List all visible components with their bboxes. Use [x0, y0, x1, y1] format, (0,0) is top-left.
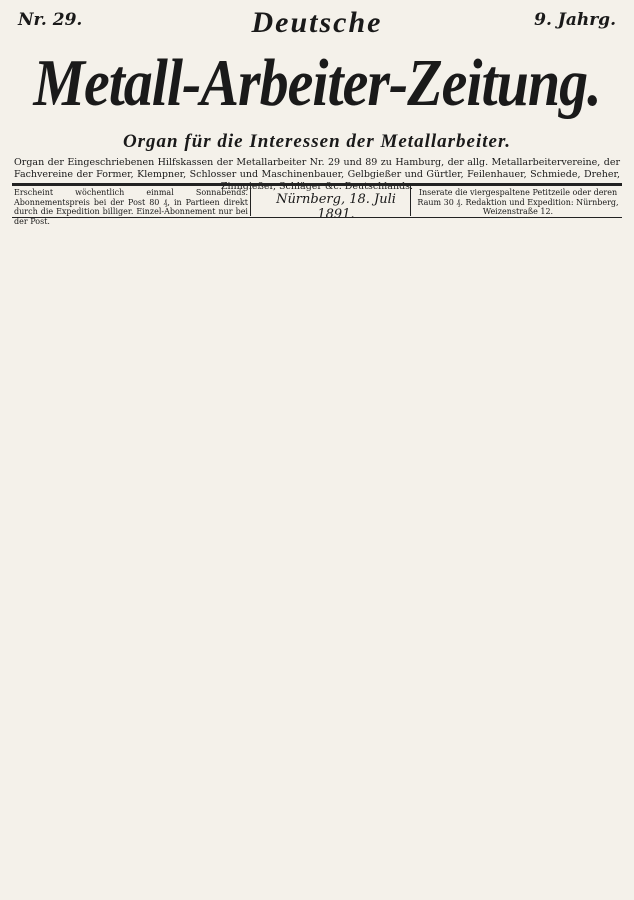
info-divider-2: [410, 186, 411, 216]
info-date: Nürnberg, 18. Juli 1891.: [276, 192, 396, 222]
rule-bottom: [12, 217, 622, 218]
issue-number: Nr. 29.: [18, 10, 83, 30]
masthead-kicker: Deutsche: [251, 6, 383, 39]
info-bar: [12, 186, 622, 226]
info-advertising: Inserate die viergespaltene Petitzeile oder deren Raum 30 ₰. Redaktion und Expedition: Nürnberg, Weizenstraße 12.: [417, 188, 619, 216]
info-divider-1: [250, 186, 251, 216]
info-subscription: Erscheint wöchentlich einmal Sonnabends. Abonnementspreis bei der Post 80 ₰, in Partieen direkt durch die Expedition billiger. Einzel-Abonnement nur bei der Post.: [14, 188, 248, 226]
organ-subtitle: Organ der Eingeschriebenen Hilfskassen der Metallarbeiter Nr. 29 und 89 zu Hamburg, der allg. Metallarbeitervereine, der Fachvereine der Former, Klempner, Schlosser und Maschinenbauer, Gelbgießer und Gürtler, Feilenhauer, Schmiede, Dreher, Zinngießer, Schläger &c. Deutschlands.: [14, 157, 620, 192]
organ-line: Organ für die Interessen der Metallarbeiter.: [122, 131, 512, 152]
masthead-title: Metall-Arbeiter-Zeitung.: [33, 45, 601, 120]
volume-year: 9. Jahrg.: [534, 10, 616, 30]
